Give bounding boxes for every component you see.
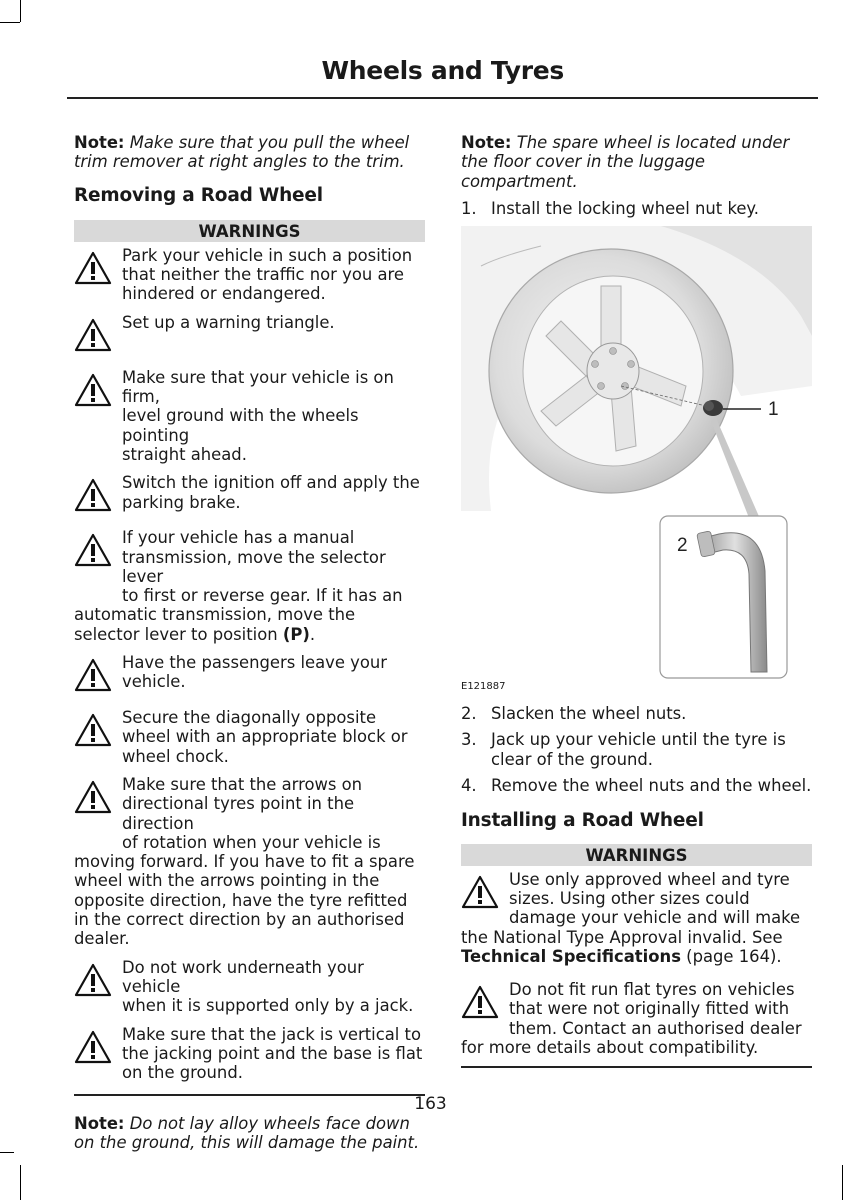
warning-line: on the ground.: [122, 1063, 243, 1083]
title-divider: [67, 97, 818, 99]
warning-line: the jacking point and the base is flat: [122, 1043, 423, 1063]
page-title: Wheels and Tyres: [321, 56, 564, 85]
warning-item: [74, 653, 425, 699]
step-text: Jack up your vehicle until the tyre is clear of the ground.: [491, 730, 786, 769]
warning-line: that neither the traffic nor you are: [122, 265, 404, 285]
warning-line: wheel with an appropriate block or: [122, 727, 408, 747]
warning-triangle-icon: [74, 373, 112, 407]
warning-line: Have the passengers leave your: [122, 653, 387, 673]
page-number: 163: [414, 1094, 447, 1114]
list-item: [461, 199, 812, 218]
warning-item: [74, 1025, 425, 1083]
wheel-illustration-svg: [461, 226, 812, 696]
crop-mark: [0, 1152, 14, 1153]
warning-line: Use only approved wheel and tyre: [509, 869, 790, 889]
warning-line: when it is supported only by a jack.: [122, 996, 414, 1016]
note: [461, 133, 812, 191]
locking-nut-key-icon: [703, 400, 723, 416]
warning-line: Make sure that the arrows on: [122, 774, 363, 794]
left-column: [74, 133, 425, 1166]
warning-triangle-icon: [74, 963, 112, 997]
warning-line: Do not work underneath your vehicle: [122, 957, 364, 996]
crop-mark: [20, 0, 21, 22]
warning-item: [74, 313, 425, 359]
step-number: 3.: [461, 730, 477, 750]
warning-item: [74, 708, 425, 766]
warnings-header: WARNINGS: [74, 220, 425, 242]
warning-continuation: for more details about compatibility.: [461, 1038, 759, 1058]
warning-line: Secure the diagonally opposite: [122, 708, 377, 728]
list-item: [461, 776, 812, 795]
warning-line: parking brake.: [122, 492, 241, 512]
warning-item: If your vehicle has a manual transmission, move the selector lever to first or reverse gear. If it has an automatic transmission, move the selector lever to position (P).: [74, 528, 425, 644]
section-heading: Removing a Road Wheel: [74, 184, 323, 206]
warning-line: directional tyres point in the direction: [122, 794, 355, 833]
cross-reference-link[interactable]: Technical Specifications: [461, 946, 681, 966]
gear-position: (P): [282, 624, 310, 644]
warning-item: [74, 775, 425, 949]
warning-line: vehicle.: [122, 672, 186, 692]
warning-line: Set up a warning triangle.: [122, 312, 335, 332]
page-reference: (page 164).: [686, 946, 782, 966]
section-divider: [461, 1066, 812, 1068]
warning-line: straight ahead.: [122, 444, 247, 464]
warning-line: Park your vehicle in such a position: [122, 245, 413, 265]
note: [74, 1114, 425, 1153]
warning-triangle-icon: [74, 658, 112, 692]
step-number: 4.: [461, 776, 477, 796]
list-item: [461, 704, 812, 723]
step-number: 2.: [461, 704, 477, 724]
warning-line: Do not fit run flat tyres on vehicles: [509, 980, 795, 1000]
warning-continuation: [461, 928, 783, 966]
warning-continuation: moving forward. If you have to fit a spare wheel with the arrows pointing in the opposite direction, have the tyre refitted in the correct direction by an authorised dealer.: [74, 852, 415, 949]
note-text: Do not lay alloy wheels face down on the ground, this will damage the paint.: [74, 1113, 420, 1153]
warning-item: [74, 368, 425, 464]
crop-mark: [0, 22, 20, 23]
warning-triangle-icon: [74, 533, 112, 567]
warning-line: to first or reverse gear. If it has an: [122, 586, 403, 606]
warnings-list: [74, 246, 425, 1083]
step-text: Slacken the wheel nuts.: [491, 704, 687, 724]
warning-triangle-icon: [74, 780, 112, 814]
warning-line: sizes. Using other sizes could: [509, 888, 750, 908]
warning-item: [74, 958, 425, 1016]
wheel-removal-illustration: [461, 226, 812, 696]
warning-item: [461, 870, 812, 966]
steps-list: [461, 199, 812, 218]
warning-item: [74, 246, 425, 304]
warning-triangle-icon: [461, 985, 499, 1019]
warning-line: Make sure that the jack is vertical to: [122, 1024, 421, 1044]
note-text: The spare wheel is located under the floor cover in the luggage compartment.: [461, 133, 790, 191]
warning-triangle-icon: [74, 251, 112, 285]
warning-line: hindered or endangered.: [122, 284, 326, 304]
warning-line: damage your vehicle and will make: [509, 908, 801, 928]
warning-continuation: automatic transmission, move the selector lever to position: [74, 605, 356, 644]
note-label: Note:: [74, 1113, 125, 1133]
right-column: [461, 133, 812, 1086]
warning-item: [461, 980, 812, 1057]
warning-line: Switch the ignition off and apply the: [122, 473, 420, 493]
warning-line: wheel chock.: [122, 746, 229, 766]
section-heading: Installing a Road Wheel: [461, 810, 704, 832]
warning-triangle-icon: [74, 478, 112, 512]
warning-line: that were not originally fitted with: [509, 999, 790, 1019]
crop-mark: [20, 1165, 21, 1200]
steps-list: [461, 704, 812, 795]
warning-item: [74, 473, 425, 519]
warning-triangle-icon: [74, 1030, 112, 1064]
warning-line: of rotation when your vehicle is: [122, 832, 381, 852]
callout-2: 2: [677, 535, 688, 557]
note-label: Note:: [74, 133, 125, 152]
warning-triangle-icon: [74, 713, 112, 747]
warning-line: If your vehicle has a manual: [122, 528, 355, 548]
warning-line: transmission, move the selector lever: [122, 547, 386, 586]
list-item: [461, 730, 812, 769]
note: [74, 133, 425, 172]
warning-line: level ground with the wheels pointing: [122, 406, 359, 445]
warning-triangle-icon: [74, 318, 112, 352]
crop-mark: [842, 1165, 843, 1200]
step-number: 1.: [461, 198, 477, 218]
step-text: Install the locking wheel nut key.: [491, 198, 760, 218]
warning-triangle-icon: [461, 875, 499, 909]
note-text: Make sure that you pull the wheel trim remover at right angles to the trim.: [74, 133, 410, 172]
warning-text: the National Type Approval invalid. See: [461, 927, 783, 947]
warnings-header: WARNINGS: [461, 844, 812, 866]
callout-1: 1: [768, 399, 779, 421]
warning-line: them. Contact an authorised dealer: [509, 1018, 802, 1038]
zoom-connector: [711, 418, 761, 523]
warning-line: Make sure that your vehicle is on firm,: [122, 367, 394, 407]
step-text: Remove the wheel nuts and the wheel.: [491, 776, 812, 796]
figure-code: E121887: [461, 680, 506, 692]
note-label: Note:: [461, 133, 512, 152]
